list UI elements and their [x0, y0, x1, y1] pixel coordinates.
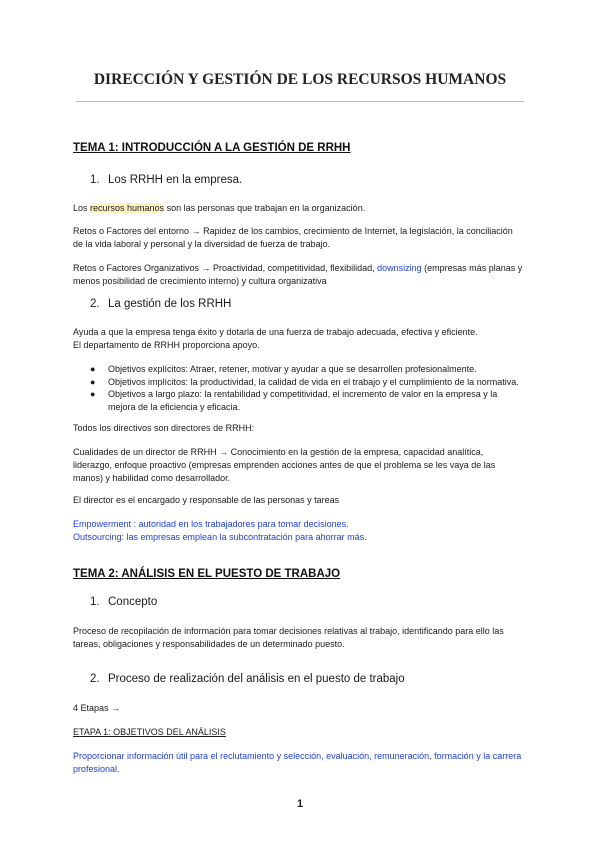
document-title: DIRECCIÓN Y GESTIÓN DE LOS RECURSOS HUMANOS [93, 71, 507, 88]
section-number: 1. [90, 174, 100, 186]
tema1-paragraph-3 [73, 262, 522, 288]
text-line: Ayuda a que la empresa tenga éxito y dotarla de una fuerza de trabajo adecuada, efectiva y eficiente. [73, 327, 478, 337]
tema2-heading: TEMA 2: ANÁLISIS EN EL PUESTO DE TRABAJO [73, 568, 341, 580]
page-number: 1 [296, 798, 304, 810]
bullet-text: Objetivos implícitos: la productividad, la calidad de vida en el trabajo y el cumplimiento de la normativa. [108, 377, 519, 387]
etapa1-heading: ETAPA 1: OBJETIVOS DEL ANÁLISIS [73, 727, 226, 737]
bullet-icon: ● [90, 364, 96, 374]
text-run: Los [73, 203, 91, 213]
tema2-section2-heading [90, 673, 405, 685]
tema1-paragraph-2 [73, 225, 513, 251]
text-line: Objetivos a largo plazo: la rentabilidad y competitividad, el incremento de valor en la empresa y la [108, 389, 498, 399]
tema1-heading: TEMA 1: INTRODUCCIÓN A LA GESTIÓN DE RRHH [73, 142, 351, 154]
highlighted-term: recursos humanos [90, 203, 165, 213]
text-line: mejora de la eficiencia y eficacia. [108, 402, 241, 412]
tema1-section2-heading [90, 298, 231, 310]
text-line: Cualidades de un director de RRHH → Conocimiento en la gestión de la empresa, capacidad analítica, [73, 447, 484, 457]
tema1-paragraph-4 [73, 326, 478, 352]
text-line: Outsourcing: las empresas emplean la subcontratación para ahorrar más. [73, 532, 367, 542]
bullet-text: Objetivos explícitos: Atraer, retener, motivar y ayudar a que se desarrollen profesionalmente. [108, 364, 477, 374]
section-title: Los RRHH en la empresa. [108, 174, 243, 186]
text-line: Proceso de recopilación de información para tomar decisiones relativas al trabajo, identificando para ello las [73, 626, 504, 636]
text-line: menos posibilidad de crecimiento interno) y cultura organizativa [73, 276, 327, 286]
tema1-paragraph-1 [73, 202, 365, 215]
tema1-paragraph-6 [73, 446, 495, 485]
tema1-section1-heading [90, 174, 242, 186]
text-line: Retos o Factores del entorno → Rapidez de los cambios, crecimiento de Internet, la legislación, la conciliación [73, 226, 513, 236]
tema1-paragraph-7: El director es el encargado y responsable de las personas y tareas [73, 495, 340, 505]
tema2-section1-heading [90, 596, 157, 608]
text-line: de la vida laboral y personal y la diversidad de fuerza de trabajo. [73, 239, 331, 249]
text-run: Retos o Factores Organizativos → Proactividad, competitividad, flexibilidad, [73, 263, 378, 273]
text-run: son las personas que trabajan en la organización. [164, 203, 366, 213]
bullet-text [108, 388, 497, 414]
section-number: 1. [90, 596, 100, 608]
tema2-paragraph-1 [73, 625, 504, 651]
bullet-icon: ● [90, 377, 96, 387]
tema1-paragraph-5: Todos los directivos son directores de RRHH: [73, 423, 255, 433]
downsizing-term: downsizing [377, 263, 422, 273]
text-line: Proporcionar información útil para el reclutamiento y selección, evaluación, remuneración, formación y la carrera [73, 751, 522, 761]
bullet-icon: ● [90, 389, 96, 399]
text-line: manos) y habilidad como desarrollador. [73, 473, 231, 483]
section-number: 2. [90, 673, 100, 685]
text-line: Empowerment : autoridad en los trabajadores para tomar decisiones. [73, 519, 349, 529]
section-number: 2. [90, 298, 100, 310]
text-line: El departamento de RRHH proporciona apoyo. [73, 340, 260, 350]
title-divider [76, 101, 524, 102]
section-title: La gestión de los RRHH [108, 298, 232, 310]
text-line: profesional. [73, 764, 120, 774]
section-title: Concepto [108, 596, 158, 608]
tema1-definitions [73, 518, 367, 544]
text-line [73, 262, 522, 275]
text-line: liderazgo, enfoque proactivo (empresas emprenden acciones antes de que el problema se les vaya de las [73, 460, 496, 470]
tema2-paragraph-2: 4 Etapas → [73, 703, 121, 713]
text-run: (empresas más planas y [421, 263, 523, 273]
section-title: Proceso de realización del análisis en el puesto de trabajo [108, 673, 405, 685]
tema2-paragraph-3 [73, 750, 521, 776]
text-line: tareas, obligaciones y responsabilidades de un determinado puesto. [73, 639, 345, 649]
